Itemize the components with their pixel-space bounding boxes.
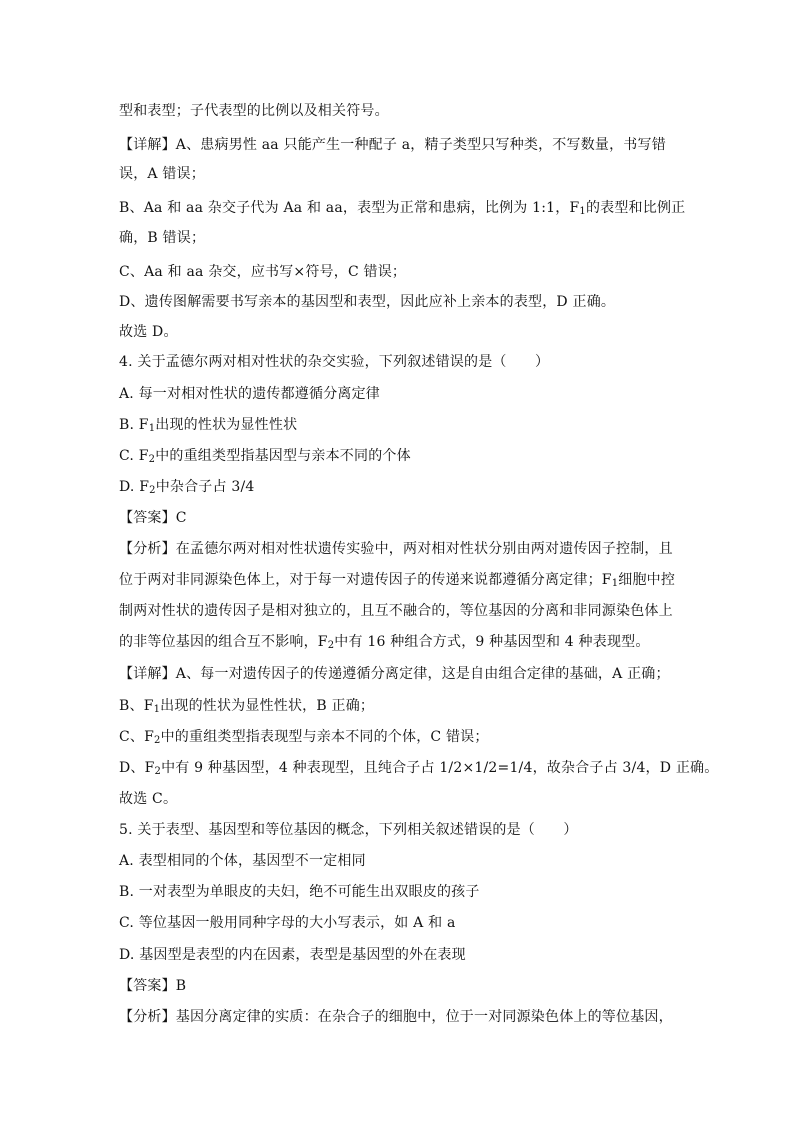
subscript: 1 <box>153 704 161 715</box>
text-segment: 出现的性状为显性性状，B 正确； <box>160 698 375 714</box>
text-line <box>119 415 679 435</box>
text-line: 【答案】B <box>119 978 187 994</box>
text-line: 误，A 错误； <box>119 166 205 182</box>
text-line: 【分析】基因分离定律的实质：在杂合子的细胞中，位于一对同源染色体上的等位基因， <box>119 1009 673 1025</box>
subscript: 2 <box>149 485 156 496</box>
text-line <box>119 758 719 778</box>
text-line <box>119 198 686 218</box>
text-segment: C、F <box>119 729 155 745</box>
text-segment: B. F <box>119 417 149 433</box>
text-segment: B、Aa 和 aa 杂交子代为 Aa 和 aa，表型为正常和患病，比例为 1:1，F <box>119 200 580 216</box>
text-line: 5. 关于表型、基因型和等位基因的概念，下列相关叙述错误的是（ ） <box>119 822 578 838</box>
text-segment: 细胞中控 <box>618 572 676 588</box>
text-segment: 位于两对非同源染色体上，对于每一对遗传因子的传递来说都遵循分离定律；F <box>119 572 612 588</box>
text-line: B. 一对表型为单眼皮的夫妇，绝不可能生出双眼皮的孩子 <box>119 884 480 900</box>
text-segment: D. F <box>119 479 150 495</box>
text-line <box>119 570 679 590</box>
text-line: C. 等位基因一般用同种字母的大小写表示，如 A 和 a <box>119 915 456 931</box>
text-segment: D、F <box>119 760 155 776</box>
text-line <box>119 727 679 747</box>
text-segment: 中有 16 种组合方式，9 种基因型和 4 种表现型。 <box>334 634 650 650</box>
text-segment: 中有 9 种基因型，4 种表现型，且纯合子占 1/2×1/2=1/4，故杂合子占 3/4，D 正确。 <box>161 760 719 776</box>
text-segment: 中的重组类型指基因型与亲本不同的个体 <box>155 448 411 464</box>
text-line: D、遗传图解需要书写亲本的基因型和表型，因此应补上亲本的表型，D 正确。 <box>119 294 616 310</box>
text-segment: C. F <box>119 448 149 464</box>
text-line: 制两对性状的遗传因子是相对独立的，且互不融合的，等位基因的分离和非同源染色体上 <box>119 603 673 619</box>
subscript: 2 <box>327 640 335 651</box>
text-line: 【分析】在孟德尔两对相对性状遗传实验中，两对相对性状分别由两对遗传因子控制，且 <box>119 541 673 557</box>
text-line: A. 表型相同的个体，基因型不一定相同 <box>119 853 366 869</box>
text-segment: 出现的性状为显性性状 <box>155 417 298 433</box>
subscript: 2 <box>148 454 156 465</box>
text-line <box>119 477 679 497</box>
text-line: 确，B 错误； <box>119 230 206 246</box>
text-line: 【详解】A、每一对遗传因子的传递遵循分离定律，这是自由组合定律的基础，A 正确； <box>119 666 670 682</box>
text-line <box>119 696 679 716</box>
text-line: A. 每一对相对性状的遗传都遵循分离定律 <box>119 386 381 402</box>
text-line: C、Aa 和 aa 杂交，应书写×符号，C 错误； <box>119 264 407 280</box>
text-line <box>119 632 679 652</box>
subscript: 2 <box>154 766 162 777</box>
text-segment: 中的重组类型指表现型与亲本不同的个体，C 错误； <box>160 729 489 745</box>
text-segment: 的非等位基因的组合互不影响，F <box>119 634 328 650</box>
text-segment: B、F <box>119 698 154 714</box>
subscript: 2 <box>154 735 161 746</box>
text-line: 型和表型；子代表型的比例以及相关符号。 <box>119 103 389 119</box>
text-line: 【详解】A、患病男性 aa 只能产生一种配子 a，精子类型只写种类，不写数量，书写错 <box>119 137 666 153</box>
text-line: 【答案】C <box>119 510 187 526</box>
text-line: 故选 C。 <box>119 791 178 807</box>
text-line: 4. 关于孟德尔两对相对性状的杂交实验，下列叙述错误的是（ ） <box>119 354 550 370</box>
subscript: 1 <box>148 423 156 434</box>
text-line <box>119 446 679 466</box>
text-segment: 的表型和比例正 <box>585 200 686 216</box>
subscript: 1 <box>611 578 619 589</box>
text-line: D. 基因型是表型的内在因素，表型是基因型的外在表现 <box>119 947 466 963</box>
text-segment: 中杂合子占 3/4 <box>155 479 255 495</box>
text-line: 故选 D。 <box>119 324 178 340</box>
subscript: 1 <box>579 206 586 217</box>
